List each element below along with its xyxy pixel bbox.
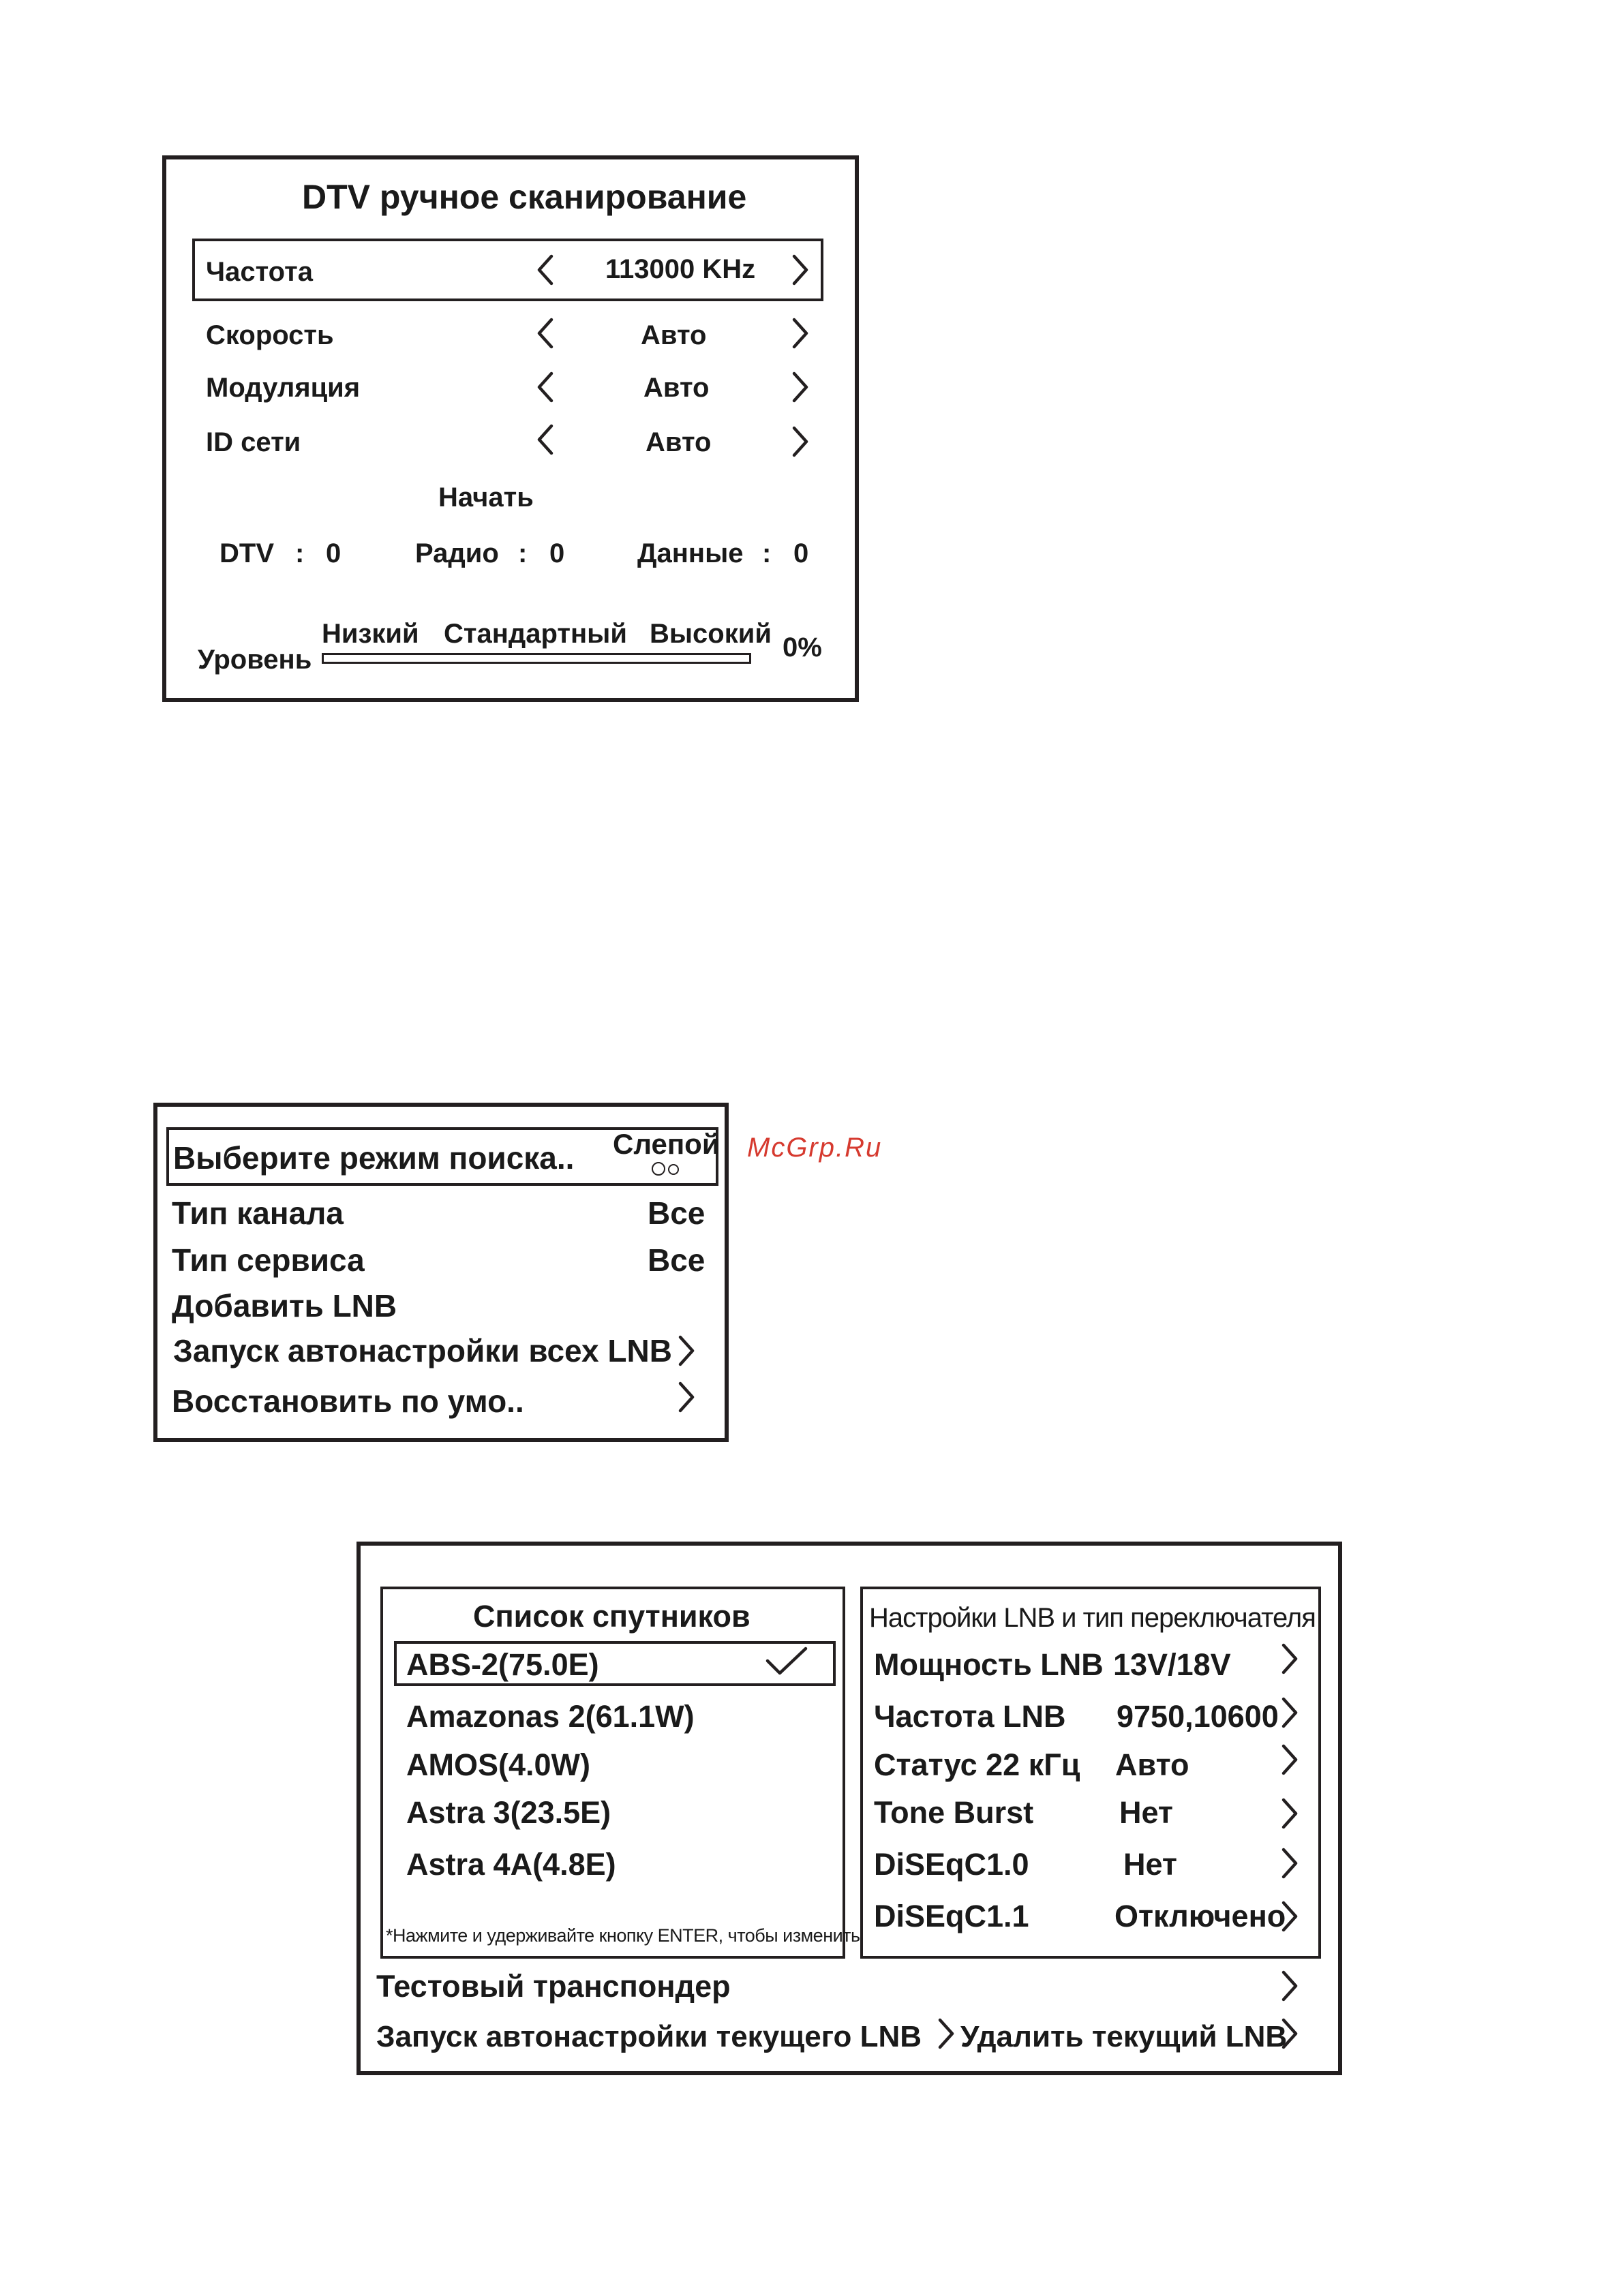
chevron-right-icon[interactable] — [1277, 1968, 1301, 2004]
satellite-item[interactable]: Amazonas 2(61.1W) — [406, 1699, 695, 1734]
chevron-right-icon[interactable] — [1277, 1641, 1301, 1677]
diseqc10-label: DiSEqC1.0 — [874, 1847, 1029, 1882]
channel-type-label: Тип канала — [172, 1195, 344, 1231]
chevron-left-icon[interactable] — [534, 369, 558, 405]
level-progress-bar — [322, 653, 751, 664]
frequency-value: 113000 KHz — [605, 254, 756, 284]
radio-count-label: Радио — [415, 538, 499, 568]
channel-type-value[interactable]: Все — [648, 1195, 706, 1231]
auto-tune-current-lnb-item[interactable]: Запуск автонастройки текущего LNB — [376, 2020, 922, 2053]
radio-count-value: 0 — [549, 538, 565, 568]
lnb-frequency-label: Частота LNB — [874, 1699, 1066, 1734]
test-transponder-item[interactable]: Тестовый транспондер — [376, 1969, 731, 2004]
chevron-right-icon[interactable] — [787, 252, 812, 288]
hint-note: *Нажмите и удерживайте кнопку ENTER, чтобы изменить — [386, 1925, 860, 1946]
chevron-right-icon[interactable] — [1277, 1899, 1301, 1934]
chevron-right-icon[interactable] — [1277, 2016, 1301, 2051]
search-mode-label: Выберите режим поиска.. — [173, 1140, 575, 1176]
tone-burst-label: Tone Burst — [874, 1795, 1034, 1830]
lnb-settings-title: Настройки LNB и тип переключателя — [869, 1603, 1316, 1633]
chevron-right-icon[interactable] — [673, 1379, 698, 1415]
network-id-label: ID сети — [206, 427, 301, 457]
service-type-label: Тип сервиса — [172, 1242, 365, 1278]
auto-tune-all-lnb-item[interactable]: Запуск автонастройки всех LNB — [173, 1333, 672, 1368]
satellite-list-title: Список спутников — [473, 1599, 750, 1634]
diseqc11-label: DiSEqC1.1 — [874, 1899, 1029, 1933]
dtv-count-value: 0 — [326, 538, 342, 568]
modulation-value: Авто — [643, 373, 710, 403]
tone-22khz-value[interactable]: Авто — [1115, 1747, 1189, 1782]
diseqc10-value[interactable]: Нет — [1123, 1847, 1177, 1882]
panel-title: DTV ручное сканирование — [302, 178, 747, 216]
chevron-right-icon[interactable] — [933, 2016, 958, 2051]
checkmark-icon — [765, 1646, 808, 1676]
chevron-left-icon[interactable] — [534, 316, 558, 351]
chevron-right-icon[interactable] — [787, 424, 812, 459]
data-count-value: 0 — [793, 538, 809, 568]
tone-22khz-label: Статус 22 кГц — [874, 1747, 1080, 1782]
network-id-value: Авто — [646, 427, 712, 457]
service-type-value[interactable]: Все — [648, 1242, 706, 1278]
modulation-label: Модуляция — [206, 373, 361, 403]
start-button[interactable]: Начать — [438, 483, 534, 512]
level-standard-label: Стандартный — [444, 619, 627, 649]
data-count-label: Данные — [637, 538, 744, 568]
restore-defaults-item[interactable]: Восстановить по умо.. — [172, 1383, 524, 1419]
chevron-left-icon[interactable] — [534, 252, 558, 288]
diseqc11-value[interactable]: Отключено — [1114, 1899, 1286, 1933]
chevron-right-icon[interactable] — [1277, 1846, 1301, 1881]
search-mode-value: Слепой — [613, 1128, 720, 1160]
separator: : — [762, 538, 772, 568]
delete-current-lnb-item[interactable]: Удалить текущий LNB — [960, 2020, 1288, 2053]
level-label: Уровень — [198, 645, 312, 675]
chevron-right-icon[interactable] — [787, 369, 812, 405]
symbol-rate-label: Скорость — [206, 320, 334, 350]
satellite-item[interactable]: Astra 3(23.5E) — [406, 1795, 611, 1830]
level-low-label: Низкий — [322, 619, 419, 649]
symbol-rate-value: Авто — [641, 320, 707, 350]
lnb-power-label: Мощность LNB — [874, 1647, 1104, 1682]
chevron-left-icon[interactable] — [534, 422, 558, 457]
chevron-right-icon[interactable] — [787, 316, 812, 351]
watermark-text: McGrp.Ru — [747, 1133, 883, 1163]
dtv-count-label: DTV — [219, 538, 274, 568]
add-lnb-item[interactable]: Добавить LNB — [172, 1288, 397, 1323]
chevron-right-icon[interactable] — [1277, 1742, 1301, 1777]
radio-icon — [668, 1164, 679, 1175]
separator: : — [518, 538, 528, 568]
tone-burst-value[interactable]: Нет — [1119, 1795, 1173, 1830]
lnb-power-value[interactable]: 13V/18V — [1113, 1647, 1231, 1682]
satellite-item[interactable]: Astra 4A(4.8E) — [406, 1847, 616, 1882]
chevron-right-icon[interactable] — [1277, 1796, 1301, 1831]
lnb-frequency-value[interactable]: 9750,10600 — [1117, 1699, 1279, 1734]
chevron-right-icon[interactable] — [1277, 1695, 1301, 1730]
radio-icon — [652, 1162, 665, 1176]
level-percent: 0% — [783, 632, 822, 662]
frequency-label: Частота — [206, 257, 313, 287]
chevron-right-icon[interactable] — [673, 1333, 698, 1368]
separator: : — [295, 538, 305, 568]
level-high-label: Высокий — [650, 619, 772, 649]
satellite-item[interactable]: ABS-2(75.0E) — [406, 1647, 599, 1682]
satellite-item[interactable]: AMOS(4.0W) — [406, 1747, 590, 1782]
